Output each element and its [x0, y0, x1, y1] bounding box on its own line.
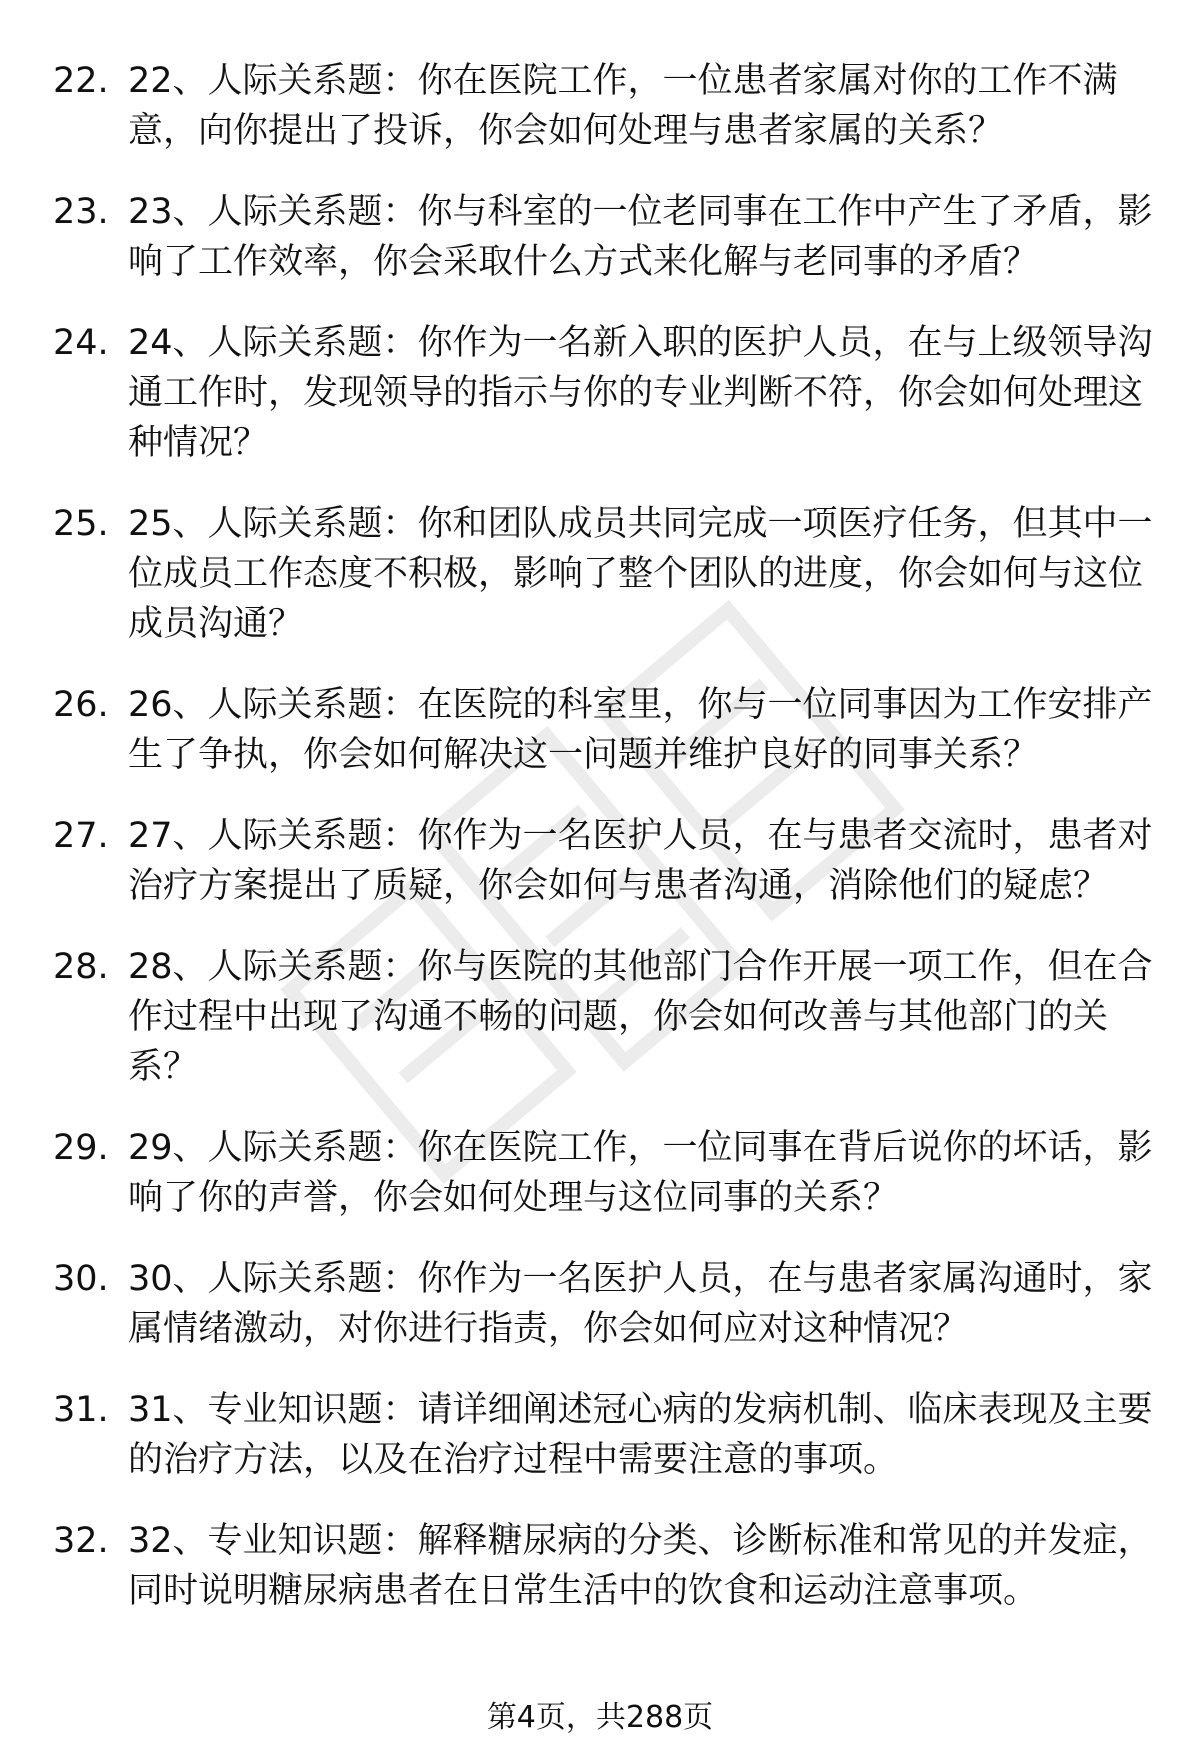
- question-number: 22.: [53, 61, 109, 101]
- question-number: 28.: [53, 947, 109, 987]
- question-number: 24.: [53, 323, 109, 363]
- list-item: [0, 187, 1200, 287]
- list-item: [0, 499, 1200, 649]
- list-item: [0, 56, 1200, 156]
- question-number: 23.: [53, 192, 109, 232]
- list-item: [0, 680, 1200, 780]
- question-number: 31.: [53, 1390, 109, 1430]
- question-text: 26、人际关系题：在医院的科室里，你与一位同事因为工作安排产生了争执，你会如何解决这一问题并维护良好的同事关系？: [128, 685, 1153, 775]
- question-number: 25.: [53, 504, 109, 544]
- list-item: [0, 318, 1200, 468]
- question-text: 30、人际关系题：你作为一名医护人员，在与患者家属沟通时，家属情绪激动，对你进行指责，你会如何应对这种情况？: [128, 1259, 1153, 1349]
- question-text: 27、人际关系题：你作为一名医护人员，在与患者交流时，患者对治疗方案提出了质疑，你会如何与患者沟通，消除他们的疑虑？: [128, 816, 1153, 906]
- list-item: [0, 1516, 1200, 1616]
- question-number: 30.: [53, 1259, 109, 1299]
- question-text: 28、人际关系题：你与医院的其他部门合作开展一项工作，但在合作过程中出现了沟通不畅的问题，你会如何改善与其他部门的关系？: [128, 947, 1153, 1087]
- list-item: [0, 942, 1200, 1092]
- list-item: [0, 1123, 1200, 1223]
- question-text: 32、专业知识题：解释糖尿病的分类、诊断标准和常见的并发症，同时说明糖尿病患者在日常生活中的饮食和运动注意事项。: [128, 1521, 1153, 1611]
- question-text: 23、人际关系题：你与科室的一位老同事在工作中产生了矛盾，影响了工作效率，你会采取什么方式来化解与老同事的矛盾？: [128, 192, 1153, 282]
- list-item: [0, 811, 1200, 911]
- list-item: [0, 1385, 1200, 1485]
- question-text: 22、人际关系题：你在医院工作，一位患者家属对你的工作不满意，向你提出了投诉，你会如何处理与患者家属的关系？: [128, 61, 1118, 151]
- question-number: 26.: [53, 685, 109, 725]
- question-number: 32.: [53, 1521, 109, 1561]
- page-number-footer: 第4页，共288页: [486, 1700, 714, 1735]
- question-text: 29、人际关系题：你在医院工作，一位同事在背后说你的坏话，影响了你的声誉，你会如何处理与这位同事的关系？: [128, 1128, 1153, 1218]
- question-text: 25、人际关系题：你和团队成员共同完成一项医疗任务，但其中一位成员工作态度不积极，影响了整个团队的进度，你会如何与这位成员沟通？: [128, 504, 1153, 644]
- question-number: 29.: [53, 1128, 109, 1168]
- question-text: 31、专业知识题：请详细阐述冠心病的发病机制、临床表现及主要的治疗方法，以及在治疗过程中需要注意的事项。: [128, 1390, 1153, 1480]
- list-item: [0, 1254, 1200, 1354]
- question-number: 27.: [53, 816, 109, 856]
- question-list: [0, 56, 1200, 1647]
- question-text: 24、人际关系题：你作为一名新入职的医护人员，在与上级领导沟通工作时，发现领导的指示与你的专业判断不符，你会如何处理这种情况？: [128, 323, 1153, 463]
